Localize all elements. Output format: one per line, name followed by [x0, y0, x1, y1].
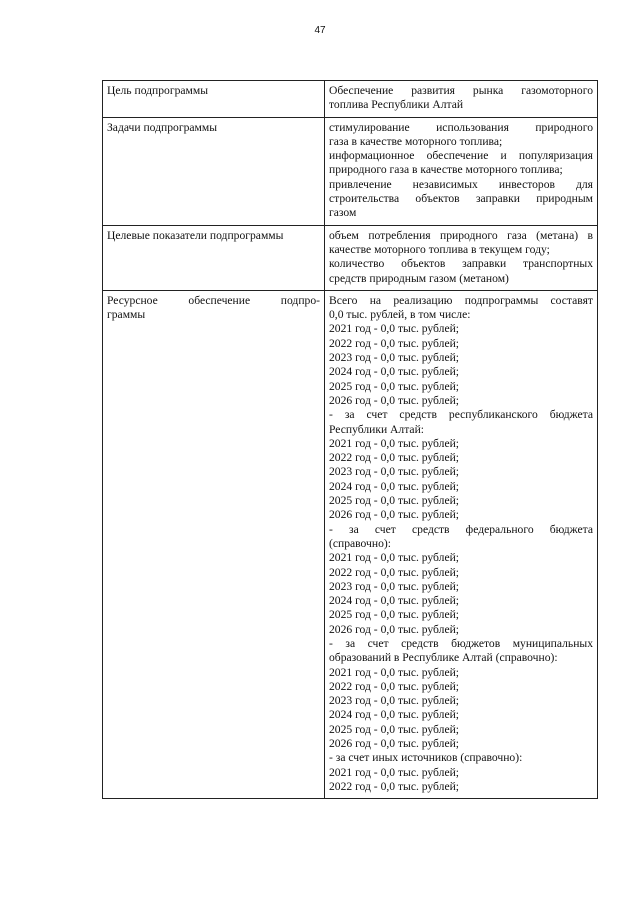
row-value-line: 2022 год - 0,0 тыс. рублей; — [329, 451, 460, 465]
row-tasks — [103, 117, 598, 225]
row-value-line: 2021 год - 0,0 тыс. рублей; — [329, 322, 460, 336]
row-value-cell — [325, 290, 598, 798]
row-value-line: 2025 год - 0,0 тыс. рублей; — [329, 608, 460, 622]
row-value-line: 2021 год - 0,0 тыс. рублей; — [329, 551, 460, 565]
row-value-cell — [325, 117, 598, 225]
row-value-line: - за счет средств бюджетов муниципальных — [329, 636, 593, 650]
row-value-line: 2026 год - 0,0 тыс. рублей; — [329, 737, 460, 751]
row-value-line: Республики Алтай: — [329, 422, 424, 436]
row-value-line: образований в Республике Алтай (справочно): — [329, 651, 558, 665]
row-value-line: 2021 год - 0,0 тыс. рублей; — [329, 765, 460, 779]
row-value-cell — [325, 81, 598, 118]
row-value-line: 2023 год - 0,0 тыс. рублей; — [329, 351, 460, 365]
subprogram-passport-table — [102, 80, 598, 799]
row-value-line: 2025 год - 0,0 тыс. рублей; — [329, 379, 460, 393]
row-value-line: газом — [329, 206, 357, 220]
row-label-cell — [103, 290, 325, 798]
row-label-cell — [103, 81, 325, 118]
row-value-line: средств природным газом (метаном) — [329, 271, 509, 285]
row-value-line: качестве моторного топлива в текущем году; — [329, 242, 550, 256]
row-value-line: 2021 год - 0,0 тыс. рублей; — [329, 665, 460, 679]
row-value-line: объем потребления природного газа (метана) в — [329, 228, 593, 242]
row-value-line: 2025 год - 0,0 тыс. рублей; — [329, 722, 460, 736]
row-value-line: строительства объектов заправки природным — [329, 192, 593, 206]
row-value-line: 2023 год - 0,0 тыс. рублей; — [329, 465, 460, 479]
row-value-cell — [325, 225, 598, 290]
row-value-line: привлечение независимых инвесторов для — [329, 177, 593, 191]
row-value-line: природного газа в качестве моторного топлива; — [329, 163, 563, 177]
row-label-line: Задачи подпрограммы — [107, 120, 217, 134]
row-value-line: 2026 год - 0,0 тыс. рублей; — [329, 393, 460, 407]
row-value-line: 2026 год - 0,0 тыс. рублей; — [329, 622, 460, 636]
row-value-line: 0,0 тыс. рублей, в том числе: — [329, 308, 471, 322]
row-value-line: (справочно): — [329, 536, 391, 550]
row-goal — [103, 81, 598, 118]
row-value-line: 2022 год - 0,0 тыс. рублей; — [329, 779, 460, 793]
table-body — [103, 81, 598, 799]
row-value-line: стимулирование использования природного — [329, 120, 593, 134]
row-value-line: Обеспечение развития рынка газомоторного — [329, 84, 593, 97]
row-value-line: 2024 год - 0,0 тыс. рублей; — [329, 365, 460, 379]
row-value-line: топлива Республики Алтай — [329, 98, 464, 112]
row-value-line: 2023 год - 0,0 тыс. рублей; — [329, 694, 460, 708]
row-label-line: Ресурсное обеспечение подпро- — [107, 293, 320, 307]
row-indicators — [103, 225, 598, 290]
row-label-cell — [103, 117, 325, 225]
row-value-line: 2023 год - 0,0 тыс. рублей; — [329, 579, 460, 593]
row-label-line: Целевые показатели подпрограммы — [107, 228, 284, 242]
row-label-cell — [103, 225, 325, 290]
row-value-line: 2026 год - 0,0 тыс. рублей; — [329, 508, 460, 522]
row-value-line: информационное обеспечение и популяризация — [329, 149, 593, 163]
row-value-line: 2024 год - 0,0 тыс. рублей; — [329, 594, 460, 608]
row-value-line: - за счет средств федерального бюджета — [329, 522, 593, 536]
row-value-line: 2025 год - 0,0 тыс. рублей; — [329, 494, 460, 508]
row-value-line: 2024 год - 0,0 тыс. рублей; — [329, 479, 460, 493]
row-value-line: 2022 год - 0,0 тыс. рублей; — [329, 565, 460, 579]
row-value-line: - за счет средств республиканского бюджета — [329, 408, 593, 422]
row-value-line: 2021 год - 0,0 тыс. рублей; — [329, 436, 460, 450]
row-resources — [103, 290, 598, 798]
row-value-line: количество объектов заправки транспортных — [329, 257, 593, 271]
row-value-line: - за счет иных источников (справочно): — [329, 751, 523, 765]
page-number: 47 — [314, 25, 326, 36]
row-value-line: 2022 год - 0,0 тыс. рублей; — [329, 679, 460, 693]
row-label-line: граммы — [107, 308, 146, 322]
row-value-line: газа в качестве моторного топлива; — [329, 134, 503, 148]
row-value-line: 2024 год - 0,0 тыс. рублей; — [329, 708, 460, 722]
row-value-line: 2022 год - 0,0 тыс. рублей; — [329, 336, 460, 350]
row-label-line: Цель подпрограммы — [107, 84, 209, 97]
row-value-line: Всего на реализацию подпрограммы составят — [329, 293, 593, 307]
